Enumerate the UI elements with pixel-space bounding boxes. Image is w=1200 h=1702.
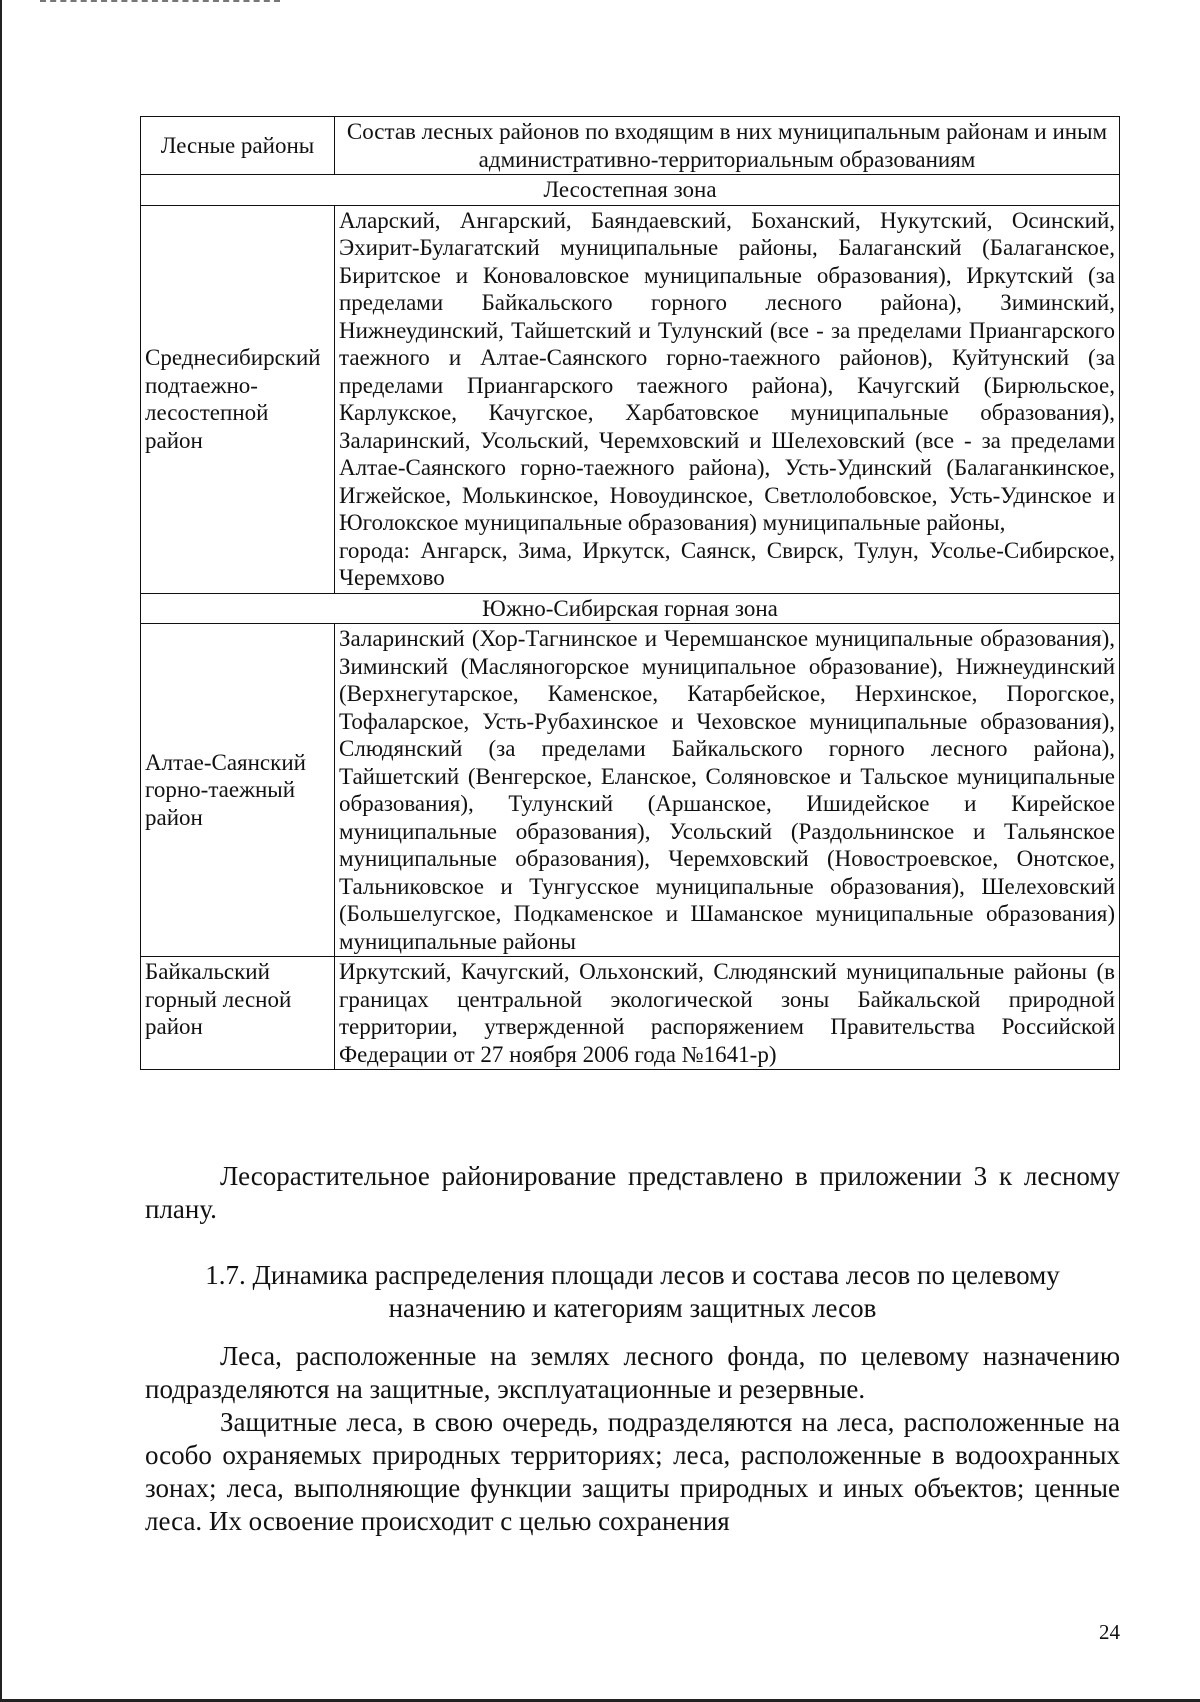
zone-title: Лесостепная зона — [141, 175, 1120, 206]
district-name: Алтае-Саянский горно-таежный район — [141, 624, 335, 957]
scan-dash-top — [40, 0, 280, 2]
forest-districts-table — [140, 116, 1120, 1070]
district-municipalities: Аларский, Ангарский, Баяндаевский, Боханский, Нукутский, Осинский, Эхирит-Булагатский муниципальные районы, Балаганский (Балаганское, Биритское и Коноваловское муниципальные образования), Иркутский (за пределами Байкальского горного лесного района), Зиминский, Нижнеудинский, Тайшетский и Тулунский (все - за пределами Приангарского таежного и Алтае-Саянского горно-таежного районов), Куйтунский (за пределами Приангарского таежного района), Качугский (Бирюльское, Карлукское, Качугское, Харбатовское муниципальные образования), Заларинский, Усольский, Черемховский и Шелеховский (все - за пределами Алтае-Саянского горно-таежного района), Усть-Удинский (Балаганкинское, Игжейское, Молькинское, Новоудинское, Светлолобовское, Усть-Удинское и Юголокское муниципальные образования) муниципальные районы, — [339, 207, 1115, 535]
district-name: Байкальский горный лесной район — [141, 957, 335, 1070]
district-municipalities: Иркутский, Качугский, Ольхонский, Слюдянский муниципальные районы (в границах центральной экологической зоны Байкальской природной территории, утвержденной распоряжением Правительства Российской Федерации от 27 ноября 2006 года №1641-р) — [339, 959, 1115, 1067]
district-municipalities: Заларинский (Хор-Тагнинское и Черемшанское муниципальные образования), Зиминский (Масляногорское муниципальное образование), Нижнеудинский (Верхнегутарское, Каменское, Катарбейское, Нерхинское, Порогское, Тофаларское, Усть-Рубахинское и Чеховское муниципальные образования), Слюдянский (за пределами Байкальского горного лесного района), Тайшетский (Венгерское, Еланское, Соляновское и Тальское муниципальные образования), Тулунский (Аршанское, Ишидейское и Кирейское муниципальные образования), Усольский (Раздольнинское и Тальянское муниципальные образования), Черемховский (Новостроевское, Онотское, Тальниковское и Тунгусское муниципальные образования), Шелеховский (Большелугское, Подкаменское и Шаманское муниципальные образования) муниципальные районы — [339, 626, 1115, 954]
zone-row-forest-steppe — [141, 175, 1120, 206]
table-row — [141, 957, 1120, 1070]
zone-row-south-siberian — [141, 593, 1120, 624]
table-row — [141, 205, 1120, 593]
paragraph-protective-forests: Защитные леса, в свою очередь, подразделяются на леса, расположенные на особо охраняемых природных территориях; леса, расположенные в водоохранных зонах; леса, выполняющие функции защиты природных и иных объектов; ценные леса. Их освоение происходит с целью сохранения — [145, 1407, 1120, 1536]
section-heading: 1.7. Динамика распределения площади лесов и состава лесов по целевому назначению и категориям защитных лесов — [205, 1260, 1060, 1323]
paragraph-zoning-reference: Лесорастительное районирование представлено в приложении 3 к лесному плану. — [145, 1161, 1120, 1224]
district-name: Среднесибирский подтаежно-лесостепной район — [141, 205, 335, 593]
district-composition — [335, 205, 1120, 593]
table-header-row — [141, 117, 1120, 175]
header-col-districts: Лесные районы — [141, 117, 335, 175]
paragraph-forest-purpose: Леса, расположенные на землях лесного фонда, по целевому назначению подразделяются на защитные, эксплуатационные и резервные. — [145, 1341, 1120, 1404]
zone-title: Южно-Сибирская горная зона — [141, 593, 1120, 624]
table-row — [141, 624, 1120, 957]
header-col-composition: Состав лесных районов по входящим в них муниципальным районам и иным административно-территориальным образованиям — [335, 117, 1120, 175]
page-number: 24 — [1099, 1620, 1120, 1644]
scan-border-left — [0, 0, 2, 1702]
district-composition — [335, 957, 1120, 1070]
district-composition — [335, 624, 1120, 957]
district-cities: города: Ангарск, Зима, Иркутск, Саянск, Свирск, Тулун, Усолье-Сибирское, Черемхово — [339, 537, 1115, 590]
